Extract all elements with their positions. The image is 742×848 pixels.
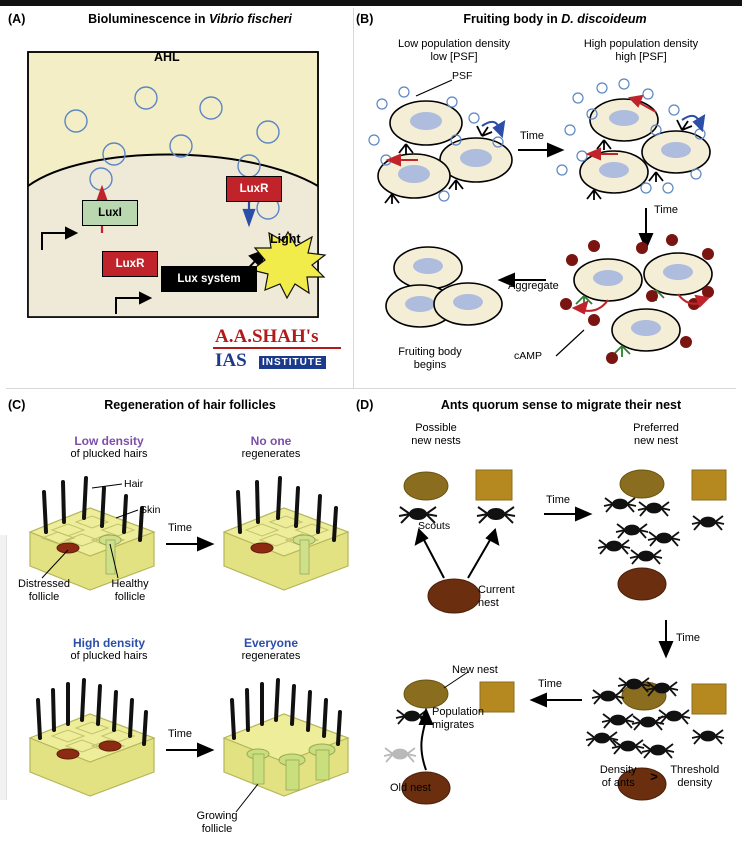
distressed-line1: Distressed xyxy=(18,578,70,590)
preferred-nest-oval xyxy=(620,470,664,498)
panel-a xyxy=(6,8,351,383)
panel-b xyxy=(356,8,740,383)
psf-leader-line xyxy=(416,80,452,96)
panel-a-title xyxy=(40,12,340,26)
panel-c xyxy=(6,392,351,835)
hair-label: Hair xyxy=(124,478,144,490)
healthy-line2: follicle xyxy=(114,590,146,603)
preferred-new-nest-label xyxy=(606,422,706,447)
preferred-line2: new nest xyxy=(633,434,679,447)
growing-follicle-leader xyxy=(236,784,258,812)
time-label-d3: Time xyxy=(538,678,563,690)
possible-new-nests-label xyxy=(386,422,486,447)
everyone-title: Everyone xyxy=(243,636,299,650)
camp-leader-line xyxy=(556,330,584,356)
panel-b-tag: (B) xyxy=(356,12,374,26)
skin-label: Skin xyxy=(140,504,161,516)
threshold-line1: Threshold xyxy=(670,764,720,776)
other-nest-square-2 xyxy=(692,684,726,714)
panel-a-title-italic: Vibrio fischeri xyxy=(208,12,292,26)
migration-arrow xyxy=(420,710,432,770)
density-line2: of ants xyxy=(601,776,635,789)
other-nest-square-1 xyxy=(692,470,726,500)
watermark-line2a: IAS xyxy=(215,350,247,371)
low-density-line2: low [PSF] xyxy=(430,50,478,63)
time-arrow-d1 xyxy=(544,508,590,520)
panel-a-diagram xyxy=(6,36,351,376)
low-density-caption xyxy=(374,38,534,63)
skin-block-high-after xyxy=(224,714,348,796)
new-nest-oval xyxy=(404,680,448,708)
low-density-line1: Low population density xyxy=(398,38,510,50)
ant-swarm-top-right xyxy=(598,498,724,564)
watermark-line1: A.A.SHAH's xyxy=(215,326,319,347)
threshold-density-label xyxy=(664,764,726,789)
current-nest xyxy=(428,579,480,613)
everyone-subtitle: regenerates xyxy=(241,650,301,662)
skin-block-high xyxy=(30,714,154,796)
lux-system-box: Lux system xyxy=(161,266,257,292)
low-density-subtitle: of plucked hairs xyxy=(70,448,148,460)
panel-b-title-plain: Fruiting body in xyxy=(463,12,562,26)
watermark-rule xyxy=(213,347,341,349)
luxr-membrane-box: LuxR xyxy=(226,176,282,202)
panel-b-title-italic: D. discoideum xyxy=(561,12,647,26)
time-arrow-d2 xyxy=(660,620,672,656)
time-label-1: Time xyxy=(520,130,545,142)
time-arrow-d3 xyxy=(532,694,582,706)
panel-c-title: Regeneration of hair follicles xyxy=(104,398,276,412)
watermark-line2b: INSTITUTE xyxy=(259,356,326,369)
old-nest-label: Old nest xyxy=(390,782,431,794)
distressed-line2: follicle xyxy=(28,590,60,603)
panel-b-title xyxy=(390,12,720,26)
time-label-low: Time xyxy=(168,522,193,534)
cells-low-density xyxy=(378,101,512,198)
no-one-title: No one xyxy=(250,434,292,448)
panel-b-diagram xyxy=(356,68,740,388)
no-one-subtitle: regenerates xyxy=(241,448,301,460)
possible-nest-oval xyxy=(404,472,448,500)
time-arrow-low xyxy=(166,538,212,550)
new-nest-label: New nest xyxy=(452,664,498,676)
panel-c-tag: (C) xyxy=(8,398,26,412)
possible-nest-square xyxy=(476,470,512,500)
aggregate-label: Aggregate xyxy=(508,280,559,292)
fruiting-body-cells xyxy=(386,247,502,327)
density-threshold-comparison xyxy=(584,764,734,789)
fruiting-line1: Fruiting body xyxy=(398,346,462,358)
light-label: Light xyxy=(270,232,301,246)
current-line1: Current xyxy=(478,584,515,596)
time-arrow-high xyxy=(166,744,212,756)
threshold-line2: density xyxy=(677,776,713,789)
panel-d xyxy=(356,392,740,812)
vertical-divider xyxy=(353,8,354,388)
panel-a-tag: (A) xyxy=(8,12,26,26)
current-nest-label xyxy=(478,584,542,609)
growing-line2: follicle xyxy=(201,822,233,835)
high-density-title: High density xyxy=(72,636,145,650)
fruiting-body-caption xyxy=(370,346,490,371)
preferred-line1: Preferred xyxy=(633,422,679,434)
ghost-ant xyxy=(384,748,416,762)
luxi-box: LuxI xyxy=(82,200,138,226)
growing-line1: Growing xyxy=(196,810,238,822)
time-label-d2: Time xyxy=(676,632,701,644)
time-label-d1: Time xyxy=(546,494,571,506)
growing-follicle-label xyxy=(172,810,262,835)
horizontal-divider xyxy=(6,388,736,389)
luxr-cytoplasm-box: LuxR xyxy=(102,251,158,277)
ahl-label: AHL xyxy=(154,50,180,64)
scouts-label: Scouts xyxy=(418,520,451,532)
top-black-bar xyxy=(0,0,742,6)
population-migrates-label xyxy=(432,706,522,731)
camp-label: cAMP xyxy=(514,350,543,362)
density-of-ants-label xyxy=(592,764,644,789)
possible-line2: new nests xyxy=(411,434,461,447)
scout-ant-2 xyxy=(477,507,515,523)
possible-line1: Possible xyxy=(415,422,457,434)
healthy-line1: Healthy xyxy=(111,578,149,590)
greater-than-symbol: > xyxy=(650,769,658,785)
healthy-follicle-label xyxy=(92,578,168,603)
scout-path-arrows xyxy=(416,530,498,578)
fruiting-line2: begins xyxy=(413,358,447,371)
density-line1: Density xyxy=(599,764,637,776)
time-label-2: Time xyxy=(654,204,679,216)
panel-d-tag: (D) xyxy=(356,398,374,412)
high-density-subtitle: of plucked hairs xyxy=(70,650,148,662)
watermark-logo xyxy=(213,326,341,372)
population-line1: Population xyxy=(432,706,484,718)
psf-label: PSF xyxy=(452,70,473,82)
distressed-follicle-label xyxy=(6,578,82,603)
panel-a-title-plain: Bioluminescence in xyxy=(88,12,209,26)
population-line2: migrates xyxy=(432,718,475,731)
current-line2: nest xyxy=(478,596,499,609)
high-density-line1: High population density xyxy=(583,38,699,50)
time-label-high: Time xyxy=(168,728,193,740)
low-density-title: Low density xyxy=(74,434,144,448)
time-arrow-2 xyxy=(640,208,652,248)
high-density-caption xyxy=(556,38,726,63)
skin-block-low-after xyxy=(224,508,348,590)
time-arrow-1 xyxy=(518,144,562,156)
current-nest-2 xyxy=(618,568,666,600)
panel-d-title: Ants quorum sense to migrate their nest xyxy=(440,398,682,412)
high-density-line2: high [PSF] xyxy=(615,50,667,63)
